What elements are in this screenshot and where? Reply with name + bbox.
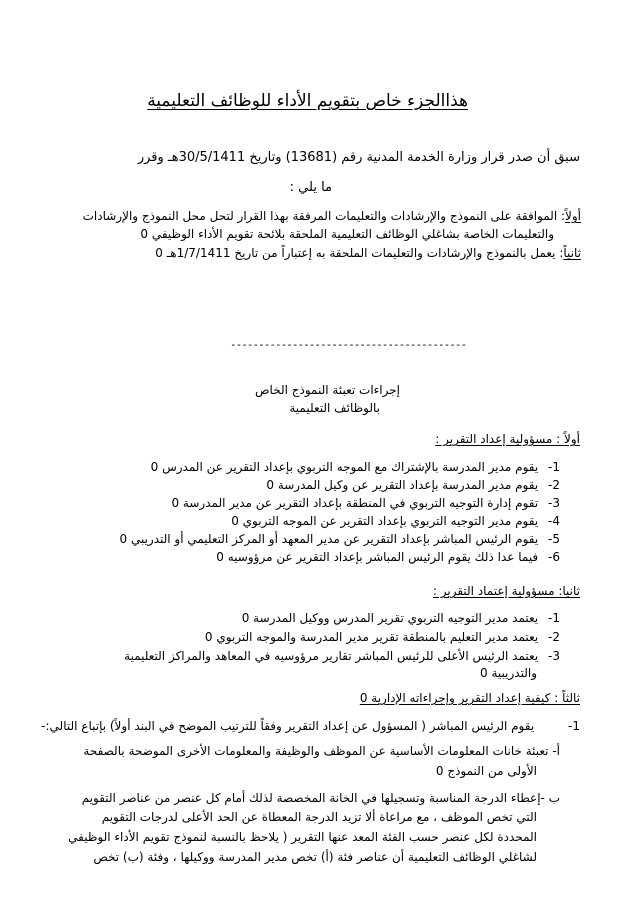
section1-item-1 (151, 459, 560, 475)
section2-heading: ثانيا: مسؤولية إعتماد التقرير : (432, 584, 580, 598)
decision-first-cont: والتعليمات الخاصة بشاغلي الوظائف التعليمية الملحقة بلائحة تقويم الأداء الوظيفي 0 (140, 227, 554, 241)
section1-item-6-num: 6- (548, 550, 560, 564)
section1-item-5 (119, 531, 560, 547)
decision-second-text: : يعمل بالنموذج والإرشادات والتعليمات الملحقة به إعتباراً من تاريخ 1/7/1411هـ 0 (155, 246, 564, 260)
section1-item-6 (216, 549, 560, 565)
decision-first-text: : الموافقة على النموذج والإرشادات والتعليمات المرفقة بهذا القرار لتحل محل النموذج والإرشادات (82, 209, 566, 223)
section1-item-1-text: يقوم مدير المدرسة بالإشتراك مع الموجه التربوي بإعداد التقرير عن المدرس 0 (150, 460, 539, 474)
section1-item-3-text: تقوم إدارة التوجيه التربوي في المنطقة بإعداد التقرير عن مدير المدرسة 0 (171, 496, 539, 510)
section2-item-3-text: يعتمد الرئيس الأعلى للرئيس المباشر تقارير مرؤوسيه في المعاهد والمراكز التعليمية (124, 649, 539, 663)
decision-first (83, 208, 581, 224)
section3-item-b-line-2: التي تخص الموظف ، مع مراعاة ألا تزيد الدرجة المعطاة عن الحد الأعلى لدرجات التقويم (101, 810, 537, 824)
section1-item-1-num: 1- (548, 460, 560, 474)
section1-item-4 (231, 513, 560, 529)
section2-item-3-cont: والتدريبية 0 (480, 666, 537, 680)
section3-item-1-num: 1- (568, 719, 580, 733)
section3-item-a-line-1: أ- تعبئة خانات المعلومات الأساسية عن الموظف والوظيفة والمعلومات الأخرى الموضحة بالصفحة (83, 744, 560, 758)
section3-item-b-line-1: ب -إعطاء الدرجة المناسبة وتسجيلها في الخانة المخصصة لذلك أمام كل عنصر من عناصر التقويم (81, 791, 560, 805)
document-title: هذاالجزء خاص بتقويم الأداء للوظائف التعليمية (147, 91, 468, 111)
section2-item-2 (205, 629, 560, 645)
separator-line: ------------------------------------------ (230, 338, 467, 351)
section3-item-a-line-2: الأولى من النموذج 0 (435, 764, 537, 778)
section1-item-4-text: يقوم مدير التوجيه التربوي بإعداد التقرير عن الموجه التربوي 0 (231, 514, 539, 528)
section3-heading: ثالثاً : كيفية إعداد التقرير وإجراءاته الإدارية 0 (359, 691, 580, 705)
section2-item-3 (124, 648, 560, 664)
procedures-heading-line-1: إجراءات تعبئة النموذج الخاص (255, 383, 400, 397)
section1-item-2-text: يقوم مدير المدرسة بإعداد التقرير عن وكيل المدرسة 0 (266, 478, 539, 492)
section3-item-b-line-3: المحددة لكل عنصر حسب الفئة المعد عنها التقرير ( يلاحظ بالنسبة لنموذج تقويم الأداء الوظيفي (68, 830, 537, 844)
section2-item-2-num: 2- (548, 630, 560, 644)
section2-item-3-num: 3- (548, 649, 560, 663)
decision-second-label: ثانياً (563, 246, 581, 260)
section1-heading: أولاً : مسؤولية إعداد التقرير : (435, 432, 580, 446)
decision-second (155, 245, 581, 261)
section1-item-5-text: يقوم الرئيس المباشر بإعداد التقرير عن مدير المعهد أو المركز التعليمي أو التدريبي 0 (119, 532, 539, 546)
intro-line-2: ما يلي : (289, 180, 332, 195)
section2-item-2-text: يعتمد مدير التعليم بالمنطقة تقرير مدير المدرسة والموجه التربوي 0 (204, 630, 539, 644)
intro-line-1: سبق أن صدر قرار وزارة الخدمة المدنية رقم (13681) وتاريخ 30/5/1411هـ وقرر (137, 150, 580, 165)
section1-item-5-num: 5- (548, 532, 560, 546)
section3-item-b-line-4: لشاغلي الوظائف التعليمية أن عناصر فئة (أ) تخص مدير المدرسة ووكيلها ، وفئة (ب) تخص (93, 850, 537, 864)
section2-item-1 (242, 610, 560, 626)
section1-item-4-num: 4- (548, 514, 560, 528)
procedures-heading-line-2: بالوظائف التعليمية (289, 401, 380, 415)
section1-item-3 (171, 495, 560, 511)
section1-item-2-num: 2- (548, 478, 560, 492)
section3-item-1-text: يقوم الرئيس المباشر ( المسؤول عن إعداد التقرير وفقاً للترتيب الموضح في البند أولاً) بإتباع التالي:- (41, 719, 535, 733)
decision-first-label: أولاً (565, 209, 581, 223)
section2-item-1-text: يعتمد مدير التوجيه التربوي تقرير المدرس ووكيل المدرسة 0 (241, 611, 539, 625)
section3-item-1 (41, 718, 580, 734)
section1-item-3-num: 3- (548, 496, 560, 510)
section1-item-2 (266, 477, 560, 493)
section2-item-1-num: 1- (548, 611, 560, 625)
section1-item-6-text: فيما عدا ذلك يقوم الرئيس المباشر بإعداد التقرير عن مرؤوسيه 0 (216, 550, 539, 564)
